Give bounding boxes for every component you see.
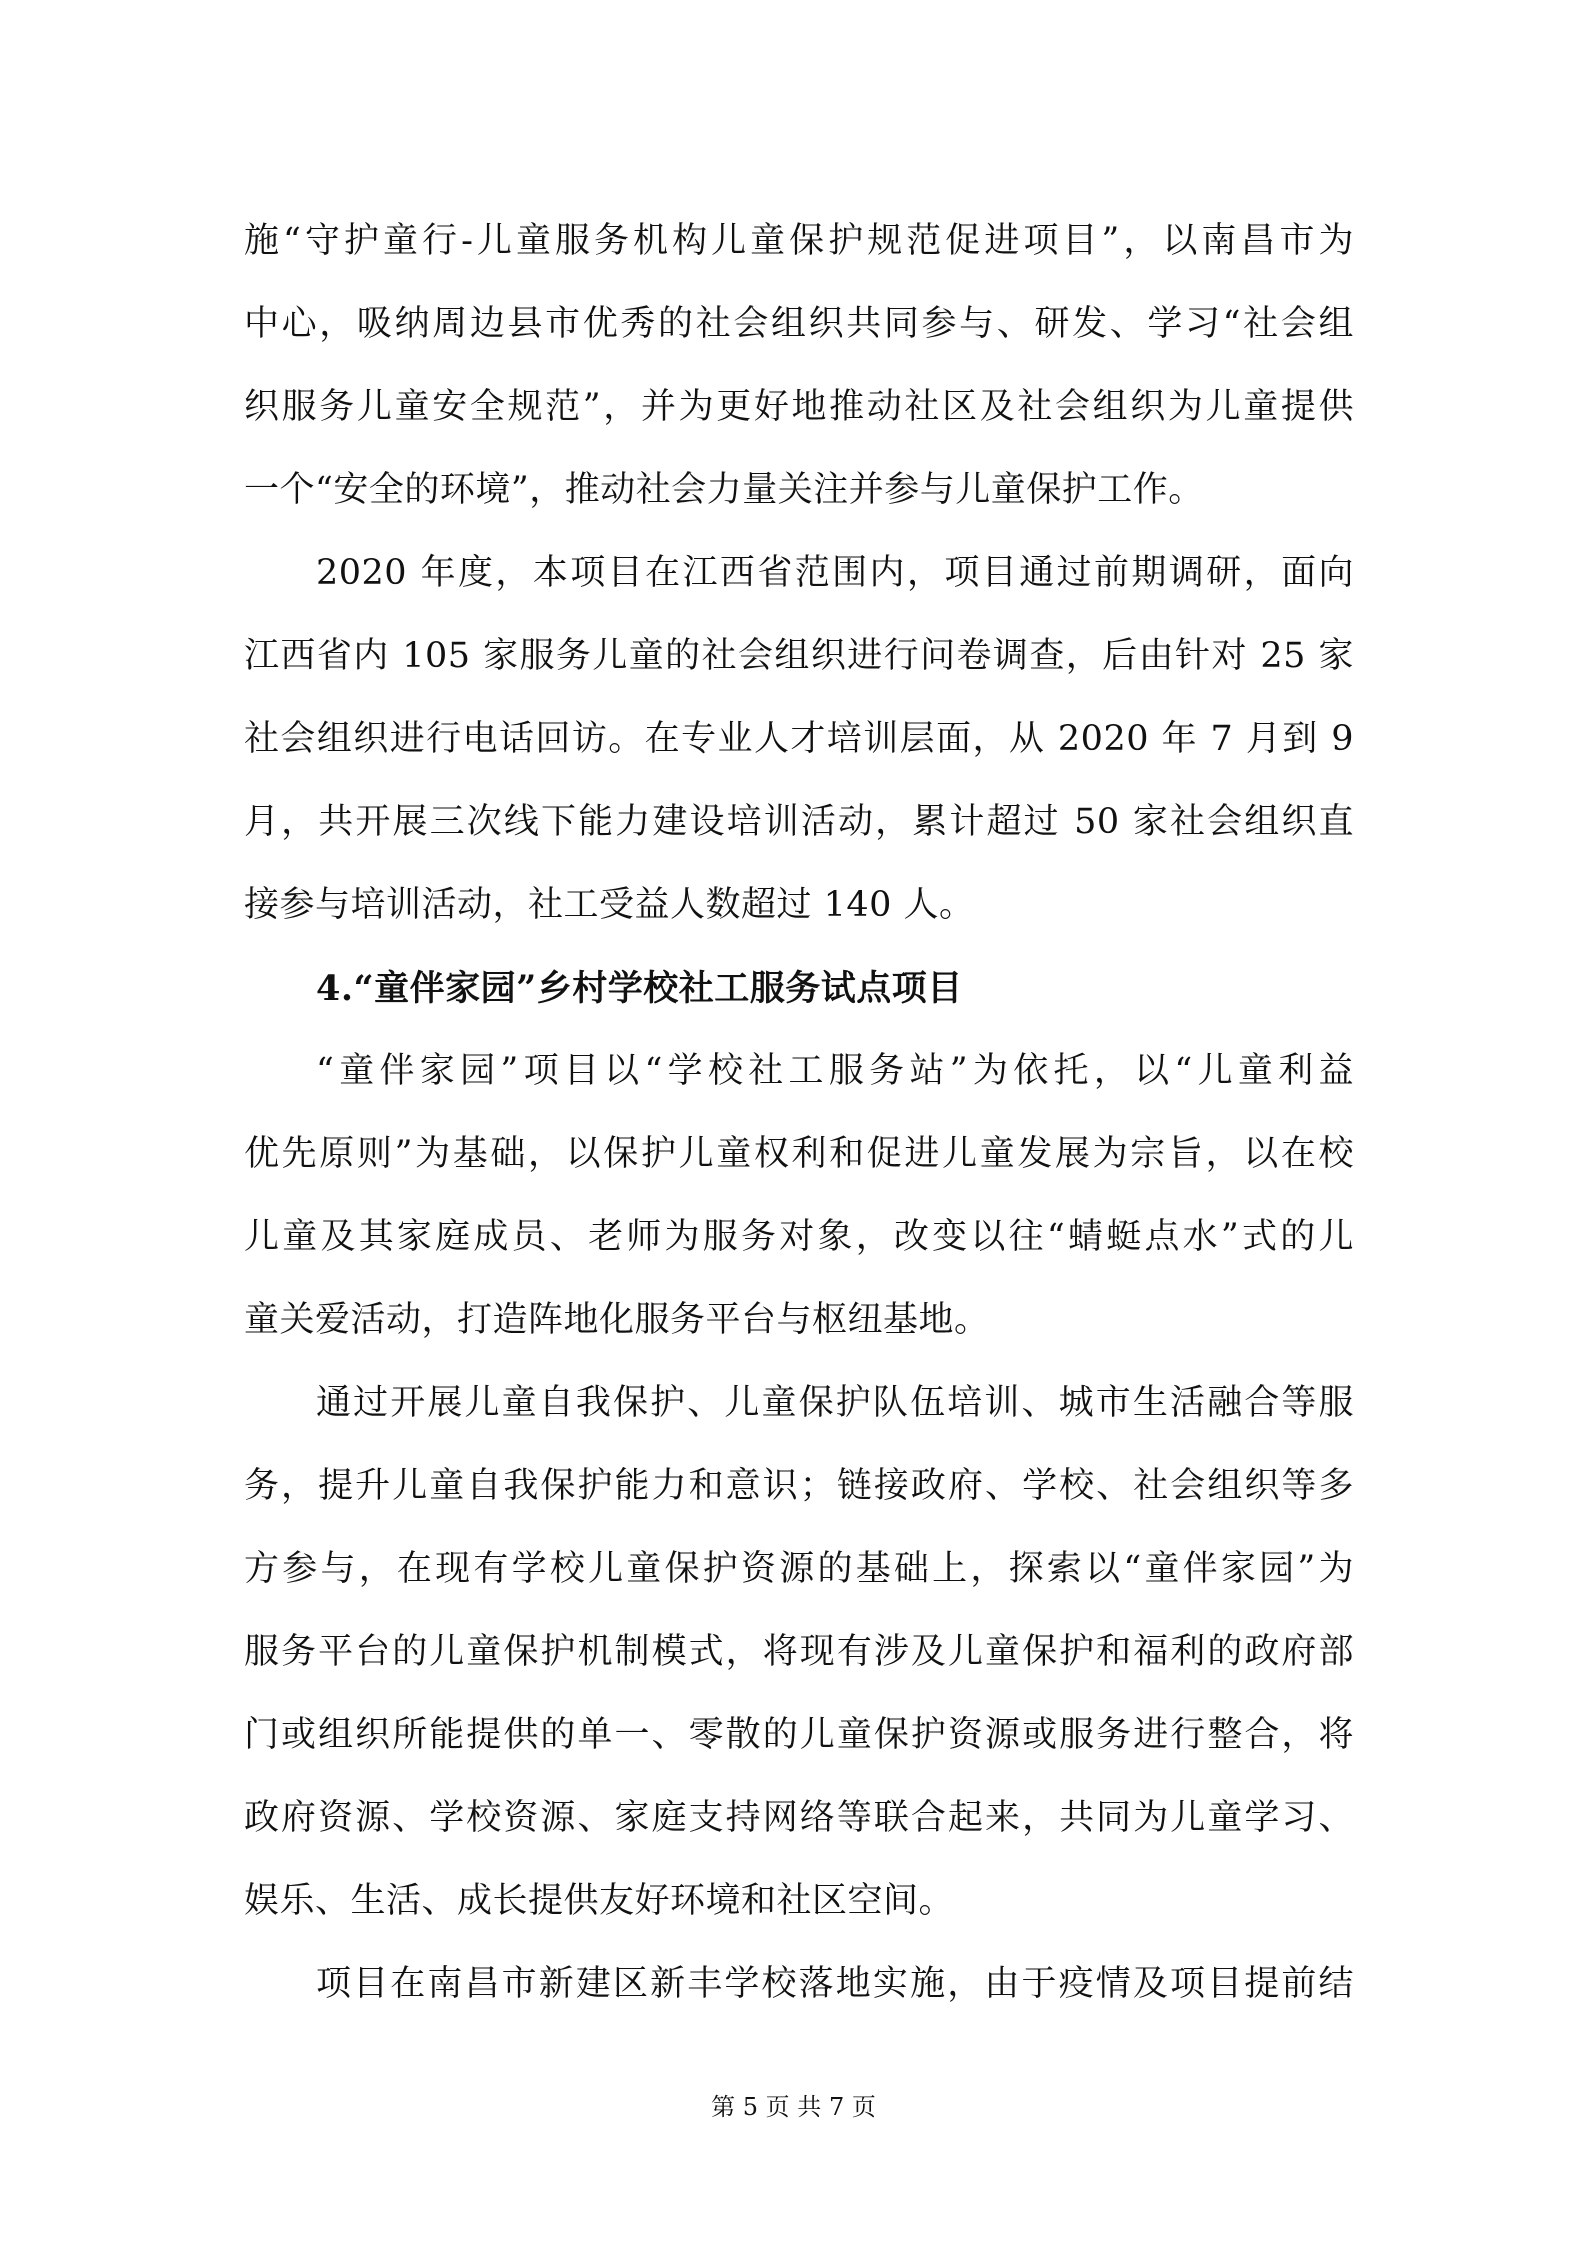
section-heading: 4.“童伴家园”乡村学校社工服务试点项目: [316, 968, 963, 1009]
text-line: 政府资源、学校资源、家庭支持网络等联合起来，共同为儿童学习、: [244, 1798, 1354, 1838]
text-line: 优先原则”为基础，以保护儿童权利和促进儿童发展为宗旨，以在校: [244, 1134, 1354, 1174]
text-line: 童关爱活动，打造阵地化服务平台与枢纽基地。: [244, 1300, 990, 1340]
text-line: 织服务儿童安全规范”，并为更好地推动社区及社会组织为儿童提供: [244, 387, 1354, 427]
text-line: 儿童及其家庭成员、老师为服务对象，改变以往“蜻蜓点水”式的儿: [244, 1217, 1354, 1257]
page-footer: 第 5 页 共 7 页: [711, 2093, 876, 2121]
text-line: 项目在南昌市新建区新丰学校落地实施，由于疫情及项目提前结: [316, 1964, 1354, 2004]
text-line: 2020 年度，本项目在江西省范围内，项目通过前期调研，面向: [316, 553, 1354, 593]
text-line: 施“守护童行-儿童服务机构儿童保护规范促进项目”，以南昌市为: [244, 221, 1354, 261]
text-line: 务，提升儿童自我保护能力和意识；链接政府、学校、社会组织等多: [244, 1466, 1354, 1506]
text-line: 通过开展儿童自我保护、儿童保护队伍培训、城市生活融合等服: [316, 1383, 1354, 1423]
text-line: 社会组织进行电话回访。在专业人才培训层面，从 2020 年 7 月到 9: [244, 719, 1354, 759]
text-line: 江西省内 105 家服务儿童的社会组织进行问卷调查，后由针对 25 家: [244, 636, 1354, 676]
text-line: 接参与培训活动，社工受益人数超过 140 人。: [244, 885, 975, 925]
document-body: [244, 200, 1354, 2026]
text-line: 服务平台的儿童保护机制模式，将现有涉及儿童保护和福利的政府部: [244, 1632, 1354, 1672]
text-line: 中心，吸纳周边县市优秀的社会组织共同参与、研发、学习“社会组: [244, 304, 1354, 344]
text-line: 一个“安全的环境”，推动社会力量关注并参与儿童保护工作。: [244, 470, 1204, 510]
text-line: 门或组织所能提供的单一、零散的儿童保护资源或服务进行整合，将: [244, 1715, 1354, 1755]
text-line: 月，共开展三次线下能力建设培训活动，累计超过 50 家社会组织直: [244, 802, 1354, 842]
text-line: 方参与，在现有学校儿童保护资源的基础上，探索以“童伴家园”为: [244, 1549, 1354, 1589]
text-line: “童伴家园”项目以“学校社工服务站”为依托，以“儿童利益: [316, 1051, 1354, 1091]
text-line: 娱乐、生活、成长提供友好环境和社区空间。: [244, 1881, 955, 1921]
